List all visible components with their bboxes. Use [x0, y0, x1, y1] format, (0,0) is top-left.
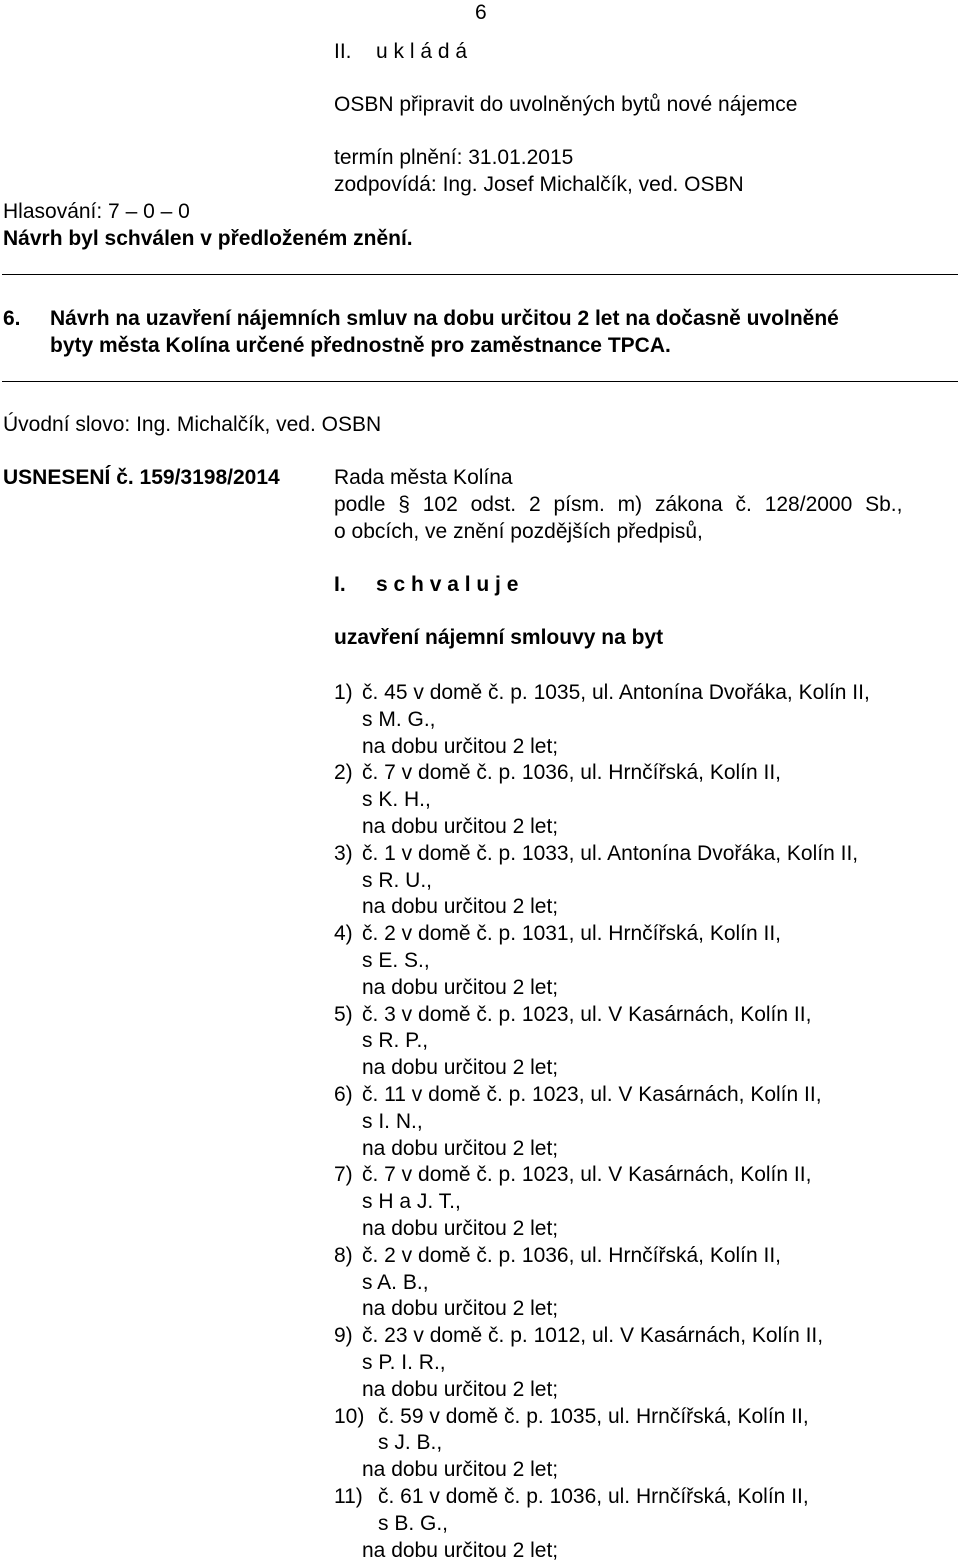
item-number: 1) [334, 681, 353, 704]
list-item [334, 1004, 811, 1025]
deadline: termín plnění: 31.01.2015 [334, 146, 574, 169]
page-number: 6 [475, 1, 487, 24]
item-term: na dobu určitou 2 let; [362, 1297, 559, 1321]
approved-statement: Návrh byl schválen v předloženém znění. [3, 227, 413, 250]
voting-result: Hlasování: 7 – 0 – 0 [3, 200, 190, 223]
divider-bottom [2, 381, 958, 382]
divider-top [2, 274, 958, 275]
section-1-roman: I. [334, 573, 346, 596]
item-address: č. 11 v domě č. p. 1023, ul. V Kasárnách, Kolín II, [362, 1083, 822, 1106]
item-tenant: s J. B., [378, 1431, 443, 1455]
item-address: č. 23 v domě č. p. 1012, ul. V Kasárnách, Kolín II, [362, 1324, 824, 1348]
item-address: č. 7 v domě č. p. 1036, ul. Hrnčířská, Kolín II, [362, 761, 782, 785]
item-number: 2) [334, 761, 353, 785]
list-item [334, 923, 781, 944]
item-tenant: s I. N., [362, 1109, 423, 1133]
point-title-line-2: byty města Kolína určené přednostně pro zaměstnance TPCA. [50, 334, 671, 357]
list-item [334, 1245, 781, 1266]
intro-speaker: Úvodní slovo: Ing. Michalčík, ved. OSBN [3, 413, 382, 436]
item-term: na dobu určitou 2 let; [362, 1217, 559, 1240]
item-term: na dobu určitou 2 let; [362, 1538, 559, 1562]
item-term: na dobu určitou 2 let; [362, 1458, 559, 1482]
item-tenant: s E. S., [362, 949, 430, 972]
item-address: č. 1 v domě č. p. 1033, ul. Antonína Dvořáka, Kolín II, [362, 841, 859, 865]
item-tenant: s B. G., [378, 1511, 449, 1535]
list-item [334, 843, 858, 864]
list-item [334, 762, 781, 783]
item-number: 10) [334, 1404, 365, 1428]
section-1-heading: s c h v a l u j e [376, 573, 519, 596]
item-address: č. 61 v domě č. p. 1036, ul. Hrnčířská, Kolín II, [378, 1485, 809, 1508]
point-title-row [3, 308, 839, 329]
item-number: 8) [334, 1243, 353, 1267]
item-tenant: s A. B., [362, 1270, 429, 1294]
responsible: zodpovídá: Ing. Josef Michalčík, ved. OSBN [334, 173, 744, 196]
item-term: na dobu určitou 2 let; [362, 815, 559, 838]
item-number: 11) [334, 1485, 363, 1508]
item-number: 5) [334, 1002, 353, 1026]
item-address: č. 7 v domě č. p. 1023, ul. V Kasárnách, Kolín II, [362, 1163, 812, 1187]
item-address: č. 45 v domě č. p. 1035, ul. Antonína Dvořáka, Kolín II, [362, 681, 870, 704]
item-tenant: s P. I. R., [362, 1351, 446, 1374]
list-item [334, 1406, 809, 1427]
item-term: na dobu určitou 2 let; [362, 975, 559, 999]
list-item [334, 1486, 809, 1507]
item-term: na dobu určitou 2 let; [362, 1056, 559, 1080]
section-1-heading-row [334, 574, 518, 595]
item-tenant: s R. U., [362, 868, 433, 892]
list-item [334, 1325, 823, 1346]
resolution-row [3, 467, 280, 488]
item-term: na dobu určitou 2 let; [362, 895, 559, 919]
item-address: č. 59 v domě č. p. 1035, ul. Hrnčířská, Kolín II, [378, 1404, 809, 1428]
list-item [334, 1084, 822, 1105]
section-2-heading-row [334, 41, 467, 62]
item-tenant: s R. P., [362, 1029, 429, 1053]
item-address: č. 2 v domě č. p. 1031, ul. Hrnčířská, Kolín II, [362, 922, 782, 946]
item-term: na dobu určitou 2 let; [362, 1136, 559, 1160]
item-number: 7) [334, 1163, 353, 1187]
item-address: č. 3 v domě č. p. 1023, ul. V Kasárnách, Kolín II, [362, 1002, 812, 1026]
list-item [334, 1164, 811, 1185]
item-address: č. 2 v domě č. p. 1036, ul. Hrnčířská, Kolín II, [362, 1243, 782, 1267]
section-2-roman: II. [334, 40, 352, 63]
list-item [334, 682, 870, 703]
resolution-label: USNESENÍ č. 159/3198/2014 [3, 466, 280, 489]
resolution-subject: uzavření nájemní smlouvy na byt [334, 626, 664, 649]
section-2-text: OSBN připravit do uvolněných bytů nové nájemce [334, 93, 798, 116]
item-number: 6) [334, 1083, 353, 1106]
item-tenant: s H a J. T., [362, 1190, 461, 1214]
legal-basis-line-1: podle § 102 odst. 2 písm. m) zákona č. 128/2000 Sb., [334, 493, 903, 516]
section-2-heading: u k l á d á [376, 40, 468, 63]
legal-basis-line-2: o obcích, ve znění pozdějších předpisů, [334, 520, 703, 543]
item-tenant: s M. G., [362, 707, 436, 731]
item-term: na dobu určitou 2 let; [362, 1377, 559, 1401]
point-title-line-1: Návrh na uzavření nájemních smluv na dobu určitou 2 let na dočasně uvolněné [50, 307, 839, 330]
resolution-body: Rada města Kolína [334, 466, 513, 489]
item-tenant: s K. H., [362, 788, 431, 812]
point-number: 6. [3, 307, 21, 330]
item-number: 3) [334, 841, 353, 865]
item-number: 9) [334, 1324, 353, 1348]
item-number: 4) [334, 922, 353, 946]
item-term: na dobu určitou 2 let; [362, 734, 559, 758]
